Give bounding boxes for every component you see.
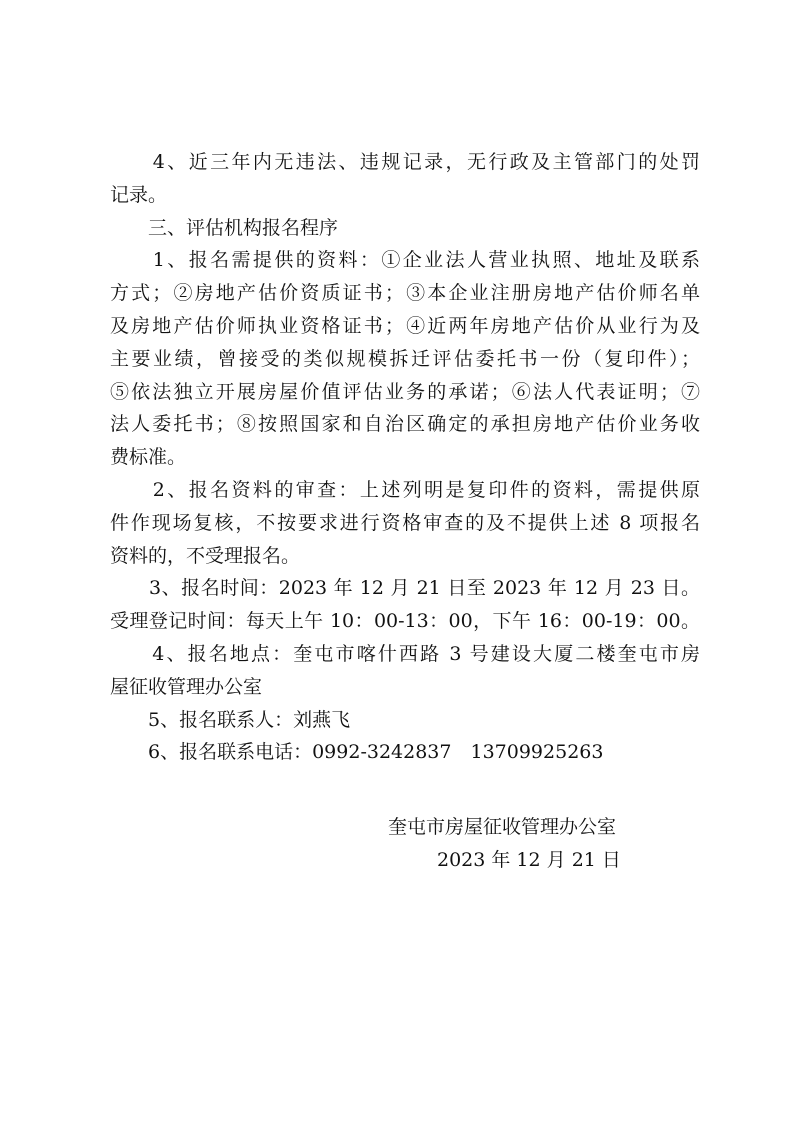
body-line: 方式；②房地产估价资质证书；③本企业注册房地产估价师名单 [110,282,700,305]
body-line: 5、报名联系人：刘燕飞 [110,708,351,731]
body-line: 三、评估机构报名程序 [110,216,339,239]
body-line: 4、报名地点：奎屯市喀什西路 3 号建设大厦二楼奎屯市房 [110,643,700,665]
signature-date: 2023 年 12 月 21 日 [437,849,621,871]
body-line: 屋征收管理办公室 [110,675,263,698]
body-line: 记录。 [110,183,168,206]
body-line: 费标准。 [110,446,187,469]
body-line: 6、报名联系电话：0992-3242837 13709925263 [110,741,604,764]
body-line: 2、报名资料的审查：上述列明是复印件的资料，需提供原 [110,479,700,501]
body-line: ⑤依法独立开展房屋价值评估业务的承诺；⑥法人代表证明；⑦ [110,380,700,403]
body-line: 件作现场复核，不按要求进行资格审查的及不提供上述 8 项报名 [110,511,700,534]
body-line: 及房地产估价师执业资格证书；④近两年房地产估价从业行为及 [110,315,700,337]
body-line: 资料的，不受理报名。 [110,544,301,567]
body-line: 1、报名需提供的资料：①企业法人营业执照、地址及联系 [110,249,700,272]
signature-org: 奎屯市房屋征收管理办公室 [388,816,617,838]
body-line: 4、近三年内无违法、违规记录，无行政及主管部门的处罚 [110,151,700,173]
body-line: 受理登记时间：每天上午 10：00-13：00，下午 16：00-19：00。 [110,610,700,633]
body-line: 主要业绩，曾接受的类似规模拆迁评估委托书一份（复印件）； [110,347,700,370]
body-line: 法人委托书；⑧按照国家和自治区确定的承担房地产估价业务收 [110,413,700,436]
body-line: 3、报名时间：2023 年 12 月 21 日至 2023 年 12 月 23 日。 [110,577,700,600]
